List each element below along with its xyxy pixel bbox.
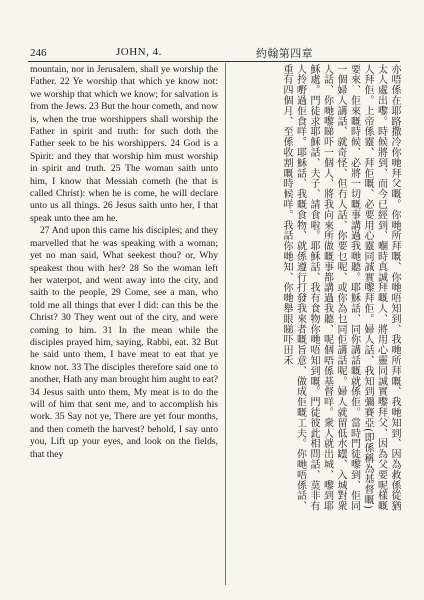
chapter-label: 約翰第四章	[256, 48, 313, 60]
english-paragraph: mountain, nor in Jerusalem, shall ye worship the Father. 22 Ye worship that which ye know not: we worship that which we know; for salvation is from the Jews. 23 But the hour cometh, and now is, when the true worshippers shall worship the Father in spirit and truth: for such doth the Father seek to be his worshippers. 24 God is a Spirit: and they that worship him must worship in spirit and truth. 25 The woman saith unto him, I know that Messiah cometh (he that is called Christ): when he is come, he will declare unto us all things. 26 Jesus saith unto her, I that speak unto thee am he.	[30, 64, 218, 224]
page-number: 246	[30, 47, 47, 59]
english-column	[30, 64, 218, 461]
chinese-column: 亦唔係在耶路撒冷你哋拜父嘅。你哋所拜嘅、你哋唔知到、我哋所拜嘅、我哋知到、因為救係從猶太人處出嚟。時候將到、而今已經到、嗰時真誠拜嘅人、將用心靈同誠實嚟拜父、因為父要呢樣嘅人拜佢。上帝係靈、拜佢嘅、必要用心靈同誠實嚟拜佢。婦人話、我知到彌賽亞(即係稱為基督嘅)要來、佢來嘅時候、必將一切嘅事講過我哋聽。耶穌話、同你講話嘅就係佢。當時門徒嚟到、佢同一個婦人講話、就奇怪、但冇人話、你要乜呢、或你為乜同佢講話呢。婦人就留低水罎、入城對衆人話、你哋嚟睇吓一個人、將我向來所做嘅事都講過我聽、呢個唔係基督咩。衆人就出城、嚟到耶穌處。門徒求耶穌話、夫子、請食啦。耶穌話、我有食物你哋唔知到嘅。門徒彼此相問話、莫非有人拎嘢過佢食咩。耶穌話、我嘅食物、就係遵行打發我來者嘅旨意、做成佢嘅工夫。你哋唔係話、重有四個月、至係收割嘅時候咩。我話你哋知、你哋舉眼睇吓田禾	[281, 64, 400, 512]
header-rule	[28, 61, 400, 62]
column-divider	[225, 63, 226, 585]
running-title: JOHN, 4.	[116, 46, 162, 58]
english-paragraph: 27 And upon this came his disciples; and they marvelled that he was speaking with a woman; yet no man said, What seekest thou? or, Why speakest thou with her? 28 So the woman left her waterpot, and went away into the city, and saith to the people, 29 Come, see a man, who told me all things that ever I did: can this be the Christ? 30 They went out of the city, and were coming to him. 31 In the mean while the disciples prayed him, saying, Rabbi, eat. 32 But he said unto them, I have meat to eat that ye know not. 33 The disciples therefore said one to another, Hath any man brought him aught to eat? 34 Jesus saith unto them, My meat is to do the will of him that sent me, and to accomplish his work. 35 Say not ye, There are yet four months, and then cometh the harvest? behold, I say unto you, Lift up your eyes, and look on the fields, that they	[30, 225, 218, 460]
